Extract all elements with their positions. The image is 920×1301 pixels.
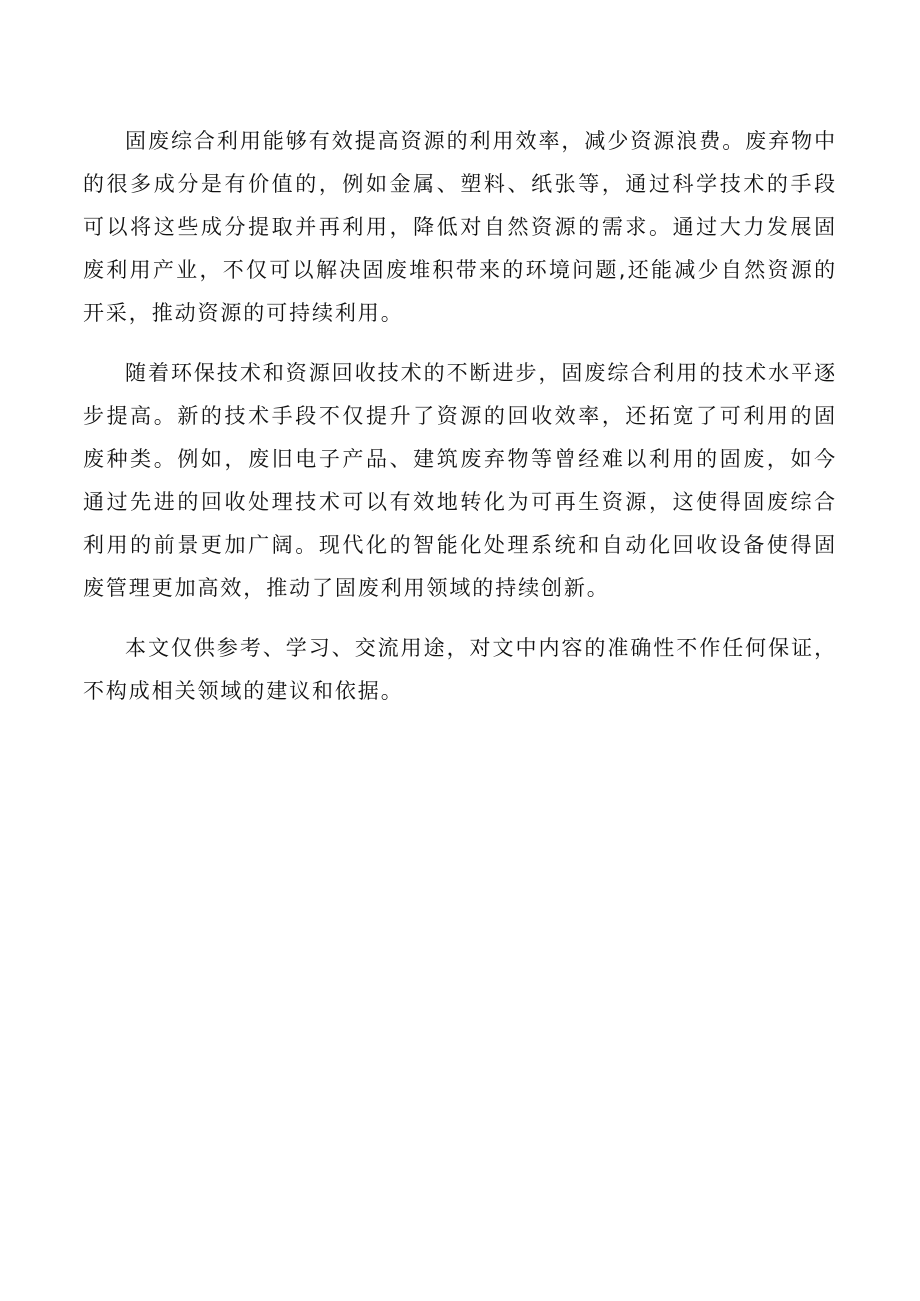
paragraph-solid-waste-utilization: 固废综合利用能够有效提高资源的利用效率，减少资源浪费。废弃物中的很多成分是有价值的，例如金属、塑料、纸张等，通过科学技术的手段可以将这些成分提取并再利用，降低对自然资源的需求。通过大力发展固废利用产业，不仅可以解决固废堆积带来的环境问题,还能减少自然资源的开采，推动资源的可持续利用。	[83, 129, 837, 325]
paragraph-technology-progress: 随着环保技术和资源回收技术的不断进步，固废综合利用的技术水平逐步提高。新的技术手段不仅提升了资源的回收效率，还拓宽了可利用的固废种类。例如，废旧电子产品、建筑废弃物等曾经难以利用的固废，如今通过先进的回收处理技术可以有效地转化为可再生资源，这使得固废综合利用的前景更加广阔。现代化的智能化处理系统和自动化回收设备使得固废管理更加高效，推动了固废利用领域的持续创新。	[83, 361, 837, 600]
document-body	[83, 120, 837, 730]
paragraph-disclaimer: 本文仅供参考、学习、交流用途，对文中内容的准确性不作任何保证，不构成相关领域的建议和依据。	[83, 636, 837, 703]
